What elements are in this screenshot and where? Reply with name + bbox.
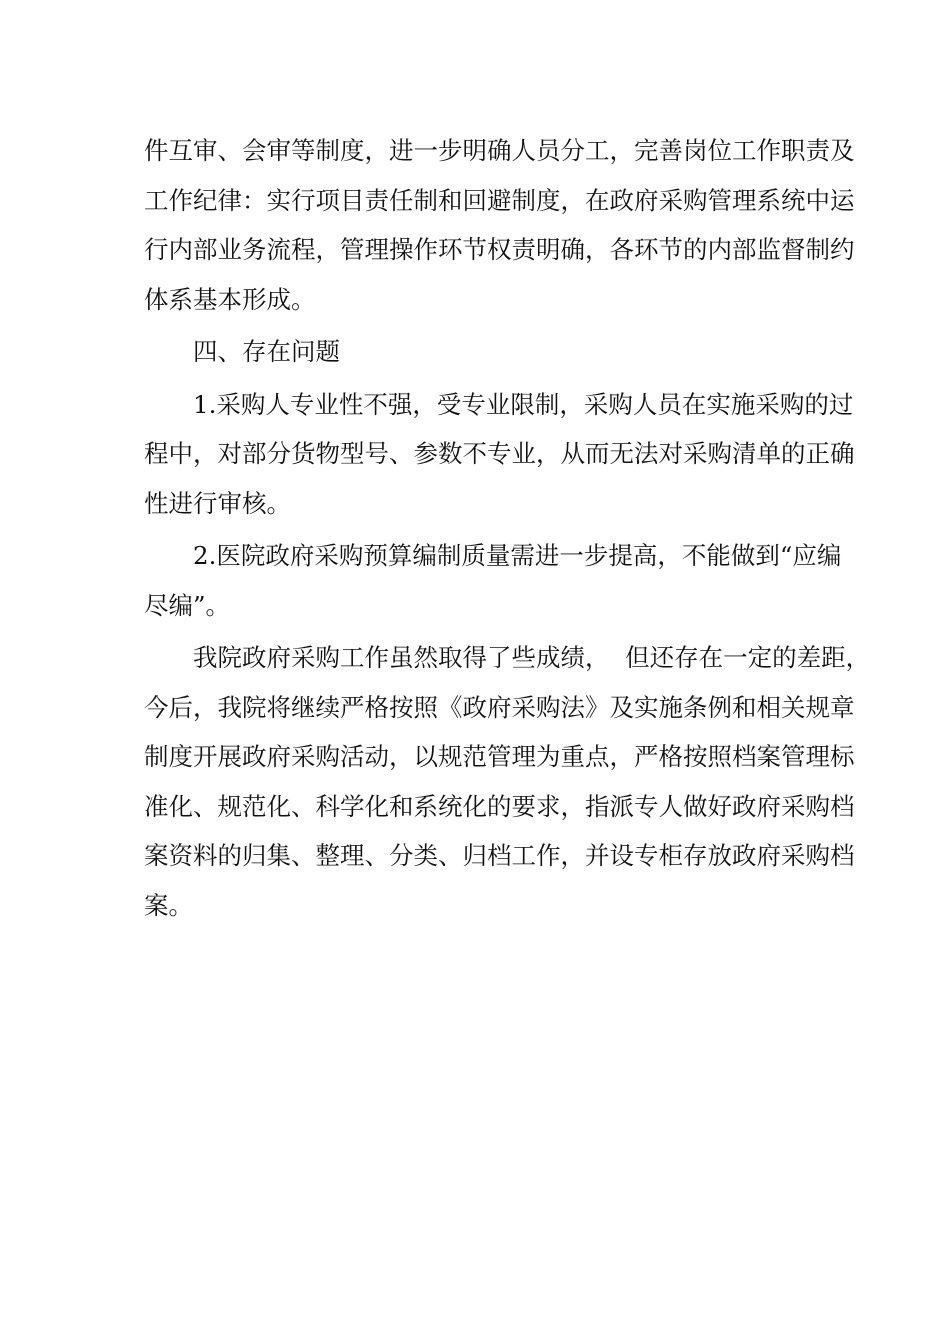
heading-text: 四、存在问题 [193,337,340,366]
text-line: 程中，对部分货物型号、参数不专业，从而无法对采购清单的正确 [144,439,855,468]
text-line: 性进行审核。 [144,488,291,518]
text-line: 案。 [144,890,193,920]
text-line: 1.采购人专业性不强，受专业限制，采购人员在实施采购的过 [193,389,854,419]
text-line: 体系基本形成。 [144,284,316,314]
text-line: 制度开展政府采购活动，以规范管理为重点，严格按照档案管理标 [144,742,855,771]
text-line: 工作纪律：实行项目责任制和回避制度，在政府采购管理系统中运 [144,185,855,215]
text-line: 案资料的归集、整理、分类、归档工作，并设专柜存放政府采购档 [144,841,855,870]
paragraph-conclusion [144,633,871,930]
text-line: 件互审、会审等制度，进一步明确人员分工，完善岗位工作职责及 [144,136,855,165]
paragraph-system-continuation [144,126,855,324]
text-line: 我院政府采购工作虽然取得了些成绩， 但还存在一定的差距， [193,643,871,672]
paragraph-issue-2 [144,531,842,630]
text-line: 今后，我院将继续严格按照《政府采购法》及实施条例和相关规章 [144,692,855,722]
section-heading [144,327,808,377]
paragraph-issue-1 [144,380,855,529]
text-line: 行内部业务流程，管理操作环节权责明确，各环节的内部监督制约 [144,235,855,264]
text-line: 准化、规范化、科学化和系统化的要求，指派专人做好政府采购档 [144,791,855,821]
text-line: 尽编”。 [144,590,231,620]
document-body [144,126,871,933]
text-line: 2.医院政府采购预算编制质量需进一步提高，不能做到“应编 [193,541,842,570]
